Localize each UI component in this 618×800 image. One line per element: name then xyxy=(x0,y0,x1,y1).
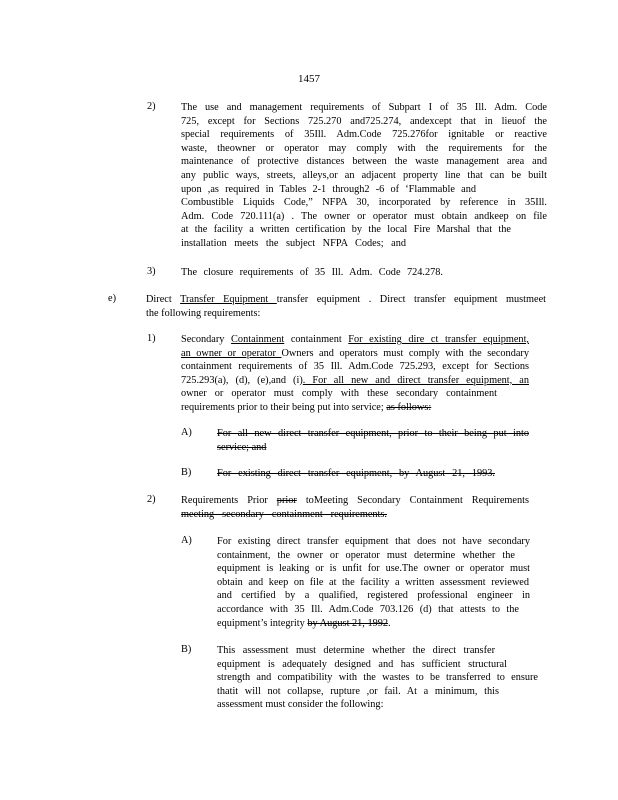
deleted-text: service; and xyxy=(217,441,267,453)
item-e2B-paragraph xyxy=(217,644,538,712)
text-line: assessment must consider the following: xyxy=(217,699,384,711)
text-run: Owners and operators must comply with the secondary xyxy=(281,347,529,359)
item-e1A-paragraph xyxy=(217,427,529,454)
text-line: The closure requirements of 35 Ill. Adm. Code 724.278. xyxy=(181,267,443,278)
text-line xyxy=(217,617,530,631)
text-line xyxy=(181,374,529,388)
text-run: transfer equipment xyxy=(276,294,361,305)
text-line: Adm. Code 720.111(a) . The owner or operator must obtain andkeep on file xyxy=(181,210,547,222)
text-line: maintenance of protective distances between the waste management area and xyxy=(181,156,547,168)
inserted-text: . For all new and direct transfer equipment, an xyxy=(302,374,529,386)
item-e2-label: 2) xyxy=(147,494,156,505)
text-line xyxy=(217,467,495,481)
text-line: containment requirements of 35 Ill. Adm.Code 725.293, except for Sections xyxy=(181,361,529,373)
text-line: equipment is leaking or is unfit for use.The owner or operator must xyxy=(217,563,530,575)
text-line: the following requirements: xyxy=(146,307,261,319)
item-e1-label: 1) xyxy=(147,333,156,344)
deleted-text: as follows: xyxy=(386,401,432,413)
text-line: Combustible Liquids Code,” NFPA 30, incorporated by reference in 35Ill. xyxy=(181,197,547,209)
text-line: and certified by a qualified, registered professional engineer in xyxy=(217,590,530,602)
text-line: accordance with 35 Ill. Adm.Code 703.126 (d) that attests to the xyxy=(217,603,519,615)
text-run: Requirements Prior xyxy=(181,495,277,506)
text-run: containment xyxy=(284,334,349,345)
item-e2B-label: B) xyxy=(181,644,192,655)
text-line xyxy=(181,401,529,415)
text-line: owner or operator must comply with these secondary containment xyxy=(181,388,497,400)
text-line xyxy=(181,347,529,361)
inserted-text: Transfer Equipment xyxy=(180,294,277,305)
item-e2-paragraph xyxy=(181,494,529,521)
text-line: at the facility a written certification by the local Fire Marshal that the xyxy=(181,224,511,236)
text-line xyxy=(181,494,529,508)
deleted-text: For existing direct transfer equipment, by August 21, 1993. xyxy=(217,468,495,479)
item-e2A-paragraph xyxy=(217,535,530,630)
deleted-text: For all new direct transfer equipment, prior to their being put into xyxy=(217,428,529,439)
text-run: . Direct transfer equipment mustmeet xyxy=(360,294,546,305)
inserted-text: Containment xyxy=(231,334,285,345)
item-2-label: 2) xyxy=(147,101,156,112)
text-run: Secondary xyxy=(181,334,232,345)
text-line: 725, except for Sections 725.270 and725.274, andexcept that in lieuof the xyxy=(181,115,547,127)
text-line: strength and compatibility with the wastes to be transferred to ensure xyxy=(217,672,538,684)
inserted-text: an owner or operator xyxy=(181,347,282,359)
text-line xyxy=(146,293,546,307)
deleted-text: meeting secondary containment requirements. xyxy=(181,508,387,520)
item-e1B-paragraph xyxy=(217,467,529,481)
text-run: toMeeting Secondary Containment Requirements xyxy=(296,495,529,506)
text-run: . xyxy=(388,617,391,629)
item-2-paragraph xyxy=(181,101,547,251)
item-e-paragraph xyxy=(146,293,546,320)
item-e1-paragraph xyxy=(181,333,529,415)
text-line: upon ,as required in Tables 2-1 through2 -6 of ‘Flammable and xyxy=(181,183,476,195)
text-run: 725.293(a), (d), (e),and (i) xyxy=(181,374,303,386)
item-e2A-label: A) xyxy=(181,535,192,546)
text-line: installation meets the subject NFPA Codes; and xyxy=(181,237,406,249)
text-line xyxy=(181,333,529,347)
item-3-label: 3) xyxy=(147,266,156,277)
item-e-label: e) xyxy=(108,293,116,304)
text-run: requirements prior to their being put into service; xyxy=(181,401,387,413)
text-line xyxy=(217,441,529,455)
page-number: 1457 xyxy=(298,73,320,85)
text-line: obtain and keep on file at the facility a written assessment reviewed xyxy=(217,576,529,588)
text-line: containment, the owner or operator must determine whether the xyxy=(217,549,515,561)
text-line: thatit will not collapse, rupture ,or fail. At a minimum, this xyxy=(217,685,499,697)
text-line: This assessment must determine whether the direct transfer xyxy=(217,645,495,656)
item-3-paragraph xyxy=(181,266,443,280)
text-line: The use and management requirements of Subpart I of 35 Ill. Adm. Code xyxy=(181,102,547,113)
text-line xyxy=(181,508,387,522)
inserted-text: For existing dire ct transfer equipment, xyxy=(348,334,529,345)
item-e1B-label: B) xyxy=(181,467,192,478)
text-line: any public ways, streets, alleys,or an adjacent property line that can be built xyxy=(181,169,547,181)
text-run: Direct xyxy=(146,294,181,305)
text-run: equipment’s integrity xyxy=(217,617,308,629)
text-line: equipment is adequately designed and has sufficient structural xyxy=(217,658,507,670)
deleted-text: prior xyxy=(276,495,297,506)
text-line: waste, theowner or operator may comply with the requirements for the xyxy=(181,142,547,154)
text-line: For existing direct transfer equipment that does not have secondary xyxy=(217,536,530,547)
text-line: special requirements of 35Ill. Adm.Code 725.276for ignitable or reactive xyxy=(181,129,547,141)
item-e1A-label: A) xyxy=(181,427,192,438)
deleted-text: by August 21, 1992 xyxy=(307,617,389,629)
